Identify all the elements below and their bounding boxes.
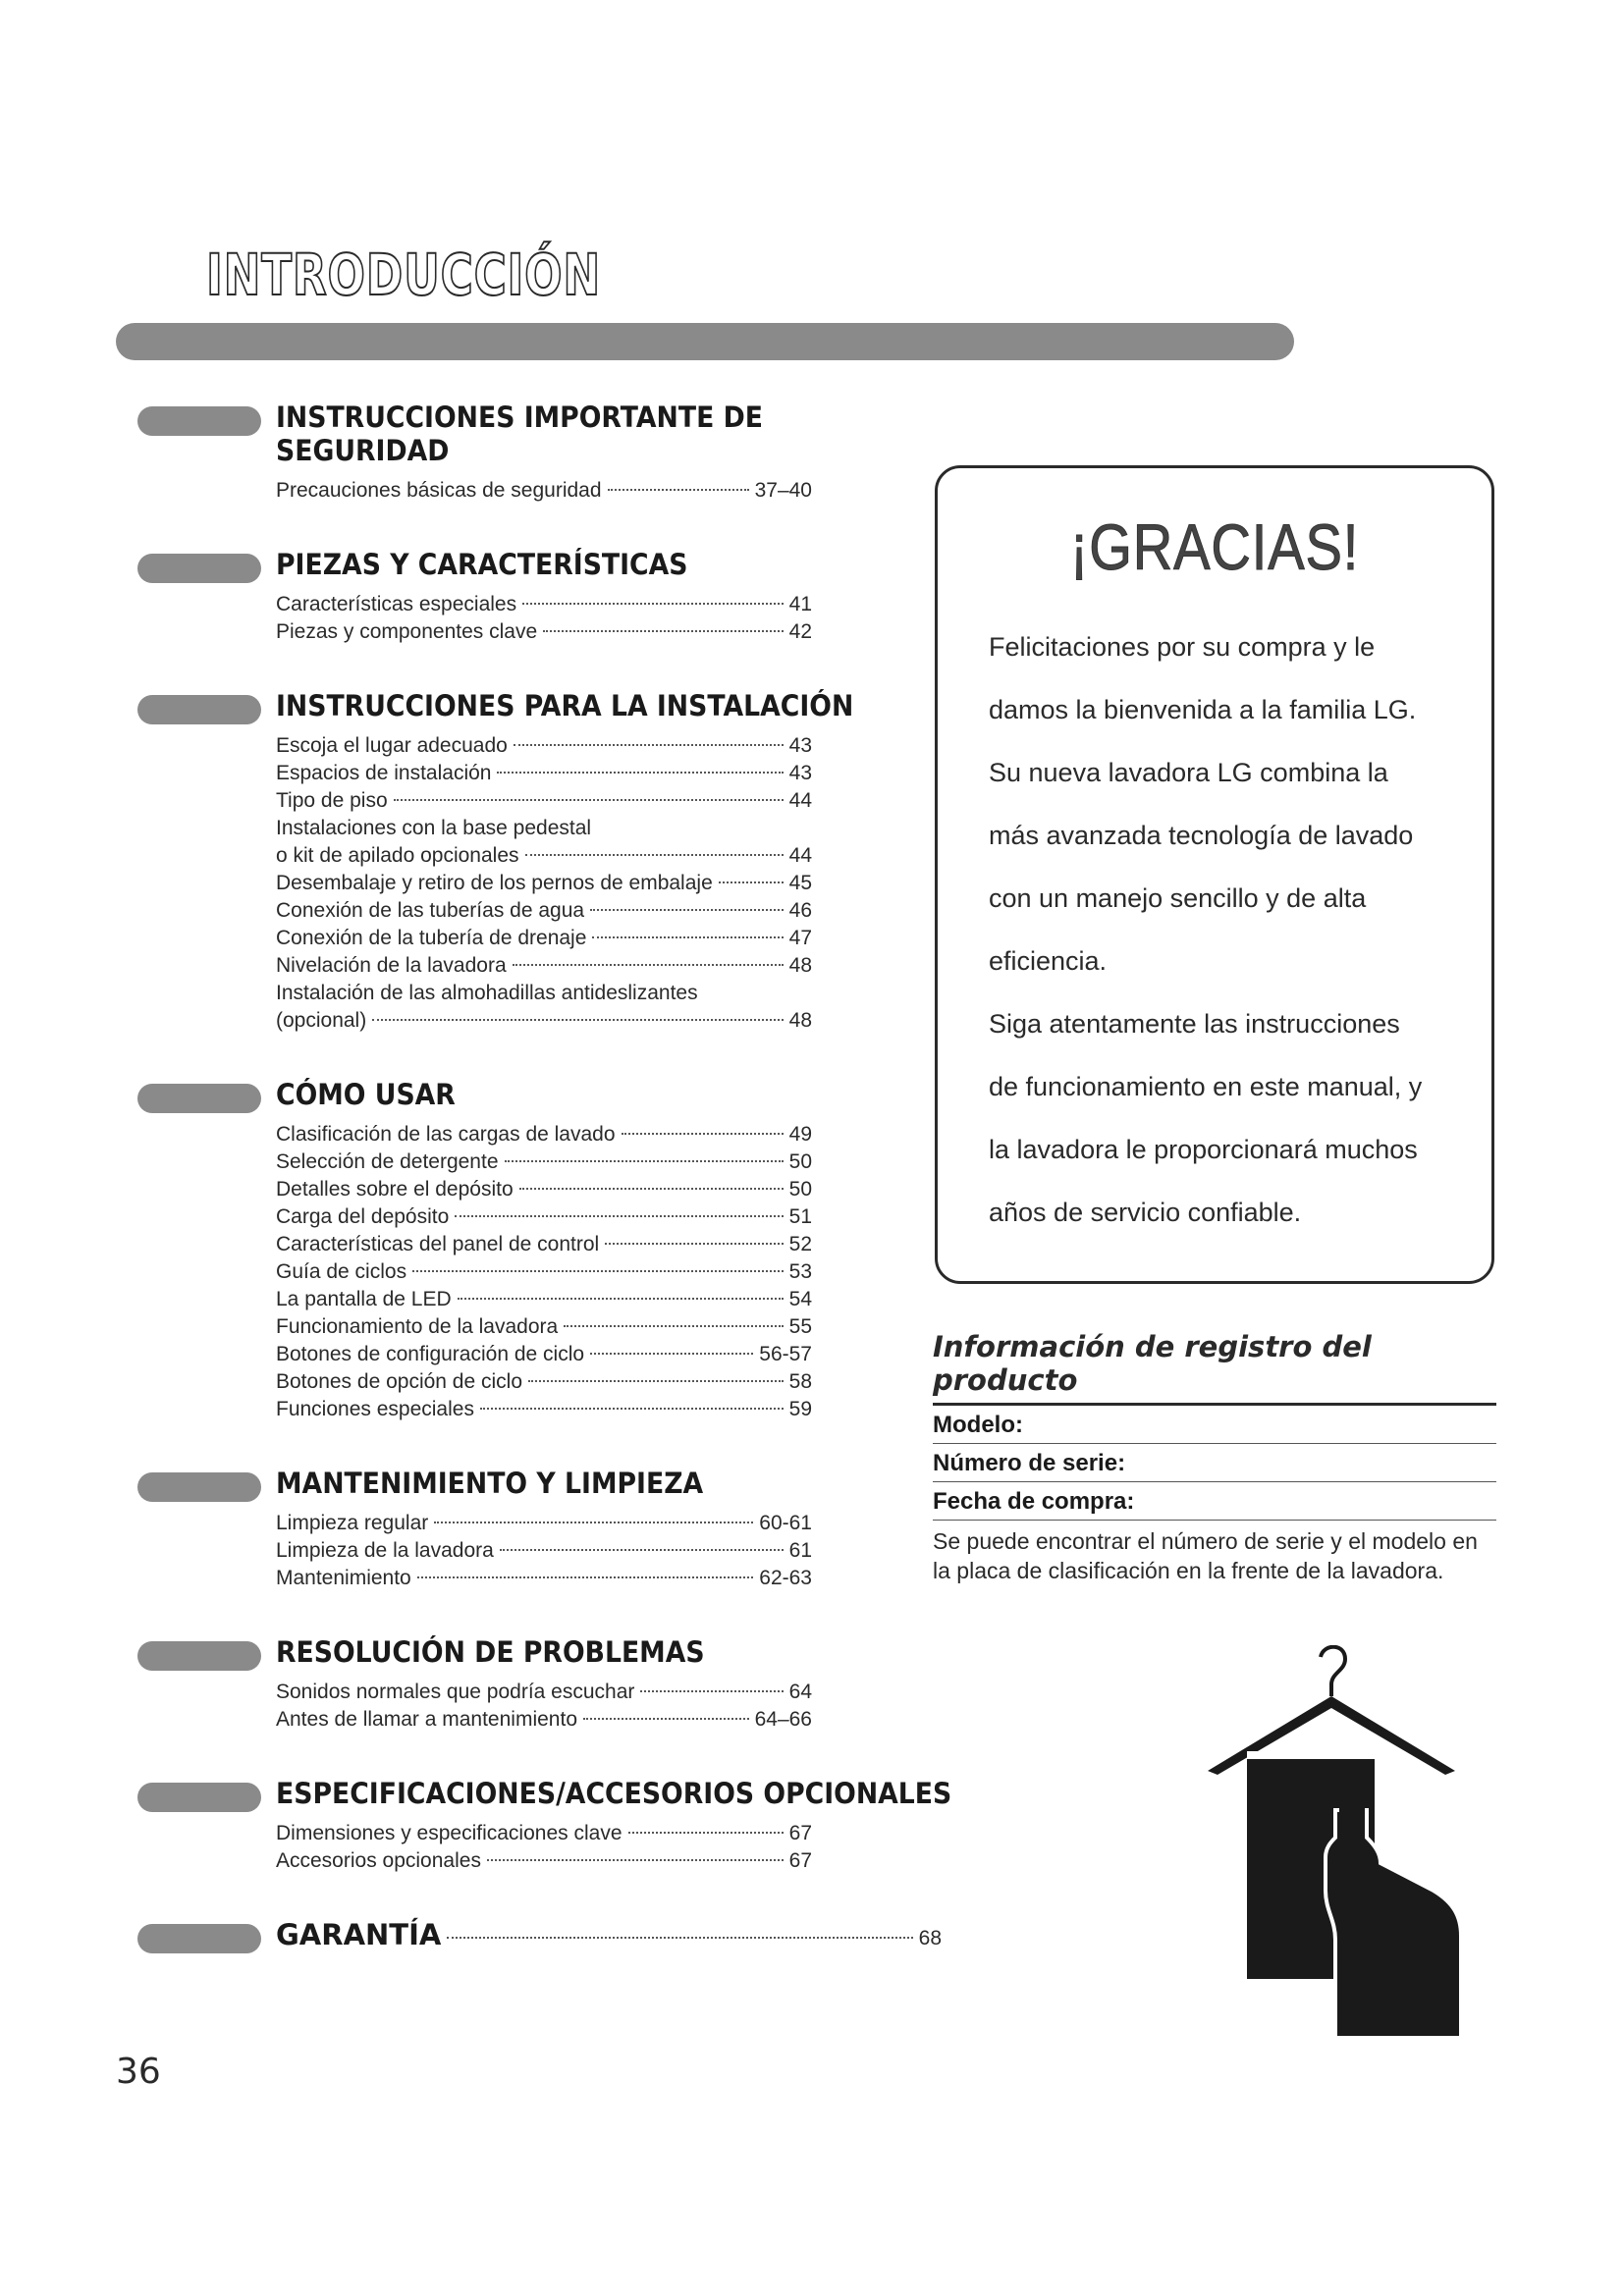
dot-leader xyxy=(543,630,784,632)
toc-entry-page: 43 xyxy=(788,762,812,784)
toc-section xyxy=(137,1635,943,1734)
dot-leader xyxy=(622,1133,784,1135)
toc-entry xyxy=(276,1820,812,1847)
toc-entry-page: 48 xyxy=(788,954,812,977)
toc-entry-page: 68 xyxy=(918,1927,942,1949)
toc-entry-label: Limpieza de la lavadora xyxy=(276,1539,494,1562)
dot-leader xyxy=(592,936,783,938)
toc-section xyxy=(137,1777,952,1875)
toc-entry-label: Conexión de las tuberías de agua xyxy=(276,899,585,922)
garantia-row xyxy=(276,1918,942,1951)
toc-section xyxy=(137,400,943,505)
toc-entry xyxy=(276,1176,812,1203)
toc-entry xyxy=(276,1148,812,1176)
serial-number-field: Número de serie: xyxy=(933,1444,1496,1482)
toc-entry xyxy=(276,842,812,870)
gracias-line: años de servicio confiable. xyxy=(989,1198,1302,1227)
toc-section xyxy=(137,1078,943,1423)
model-field: Modelo: xyxy=(933,1406,1496,1444)
toc-entry xyxy=(276,1368,812,1396)
toc-heading: GARANTÍA xyxy=(276,1918,442,1951)
toc-entry-page: 53 xyxy=(788,1260,812,1283)
toc-entry-page: 50 xyxy=(788,1150,812,1173)
gracias-line: con un manejo sencillo y de alta xyxy=(989,883,1367,913)
toc-entry xyxy=(276,760,812,787)
dot-leader xyxy=(519,1188,784,1190)
toc-entry xyxy=(276,1231,812,1258)
dot-leader xyxy=(608,489,749,491)
toc-heading: ESPECIFICACIONES/ACCESORIOS OPCIONALES xyxy=(276,1777,952,1810)
toc-entry-label: Sonidos normales que podría escuchar xyxy=(276,1681,635,1703)
toc-entry-page: 44 xyxy=(788,844,812,867)
dot-leader xyxy=(605,1243,783,1245)
dot-leader xyxy=(500,1549,784,1551)
toc-entry-label: Funcionamiento de la lavadora xyxy=(276,1315,559,1338)
toc-entry xyxy=(276,1706,812,1734)
toc-entry-label: Antes de llamar a mantenimiento xyxy=(276,1708,577,1731)
toc-entry-page: 43 xyxy=(788,734,812,757)
section-marker xyxy=(137,554,261,583)
section-marker xyxy=(137,1783,261,1812)
gracias-line: Felicitaciones por su compra y le xyxy=(989,632,1376,662)
toc-entry-label: Características del panel de control xyxy=(276,1233,600,1255)
dot-leader xyxy=(719,881,784,883)
toc-entry xyxy=(276,1258,812,1286)
toc-entry-page: 52 xyxy=(788,1233,812,1255)
toc-entry-label: Funciones especiales xyxy=(276,1398,474,1420)
toc-entry-page: 64 xyxy=(788,1681,812,1703)
gracias-line: eficiencia. xyxy=(989,946,1108,976)
dot-leader xyxy=(522,603,784,605)
dot-leader xyxy=(447,1937,912,1939)
toc-entry-page: 64–66 xyxy=(754,1708,812,1731)
dot-leader xyxy=(640,1690,783,1692)
page-number: 36 xyxy=(116,2052,161,2092)
toc-entry-label: Conexión de la tubería de drenaje xyxy=(276,927,587,949)
toc-entry xyxy=(276,925,812,952)
toc-entry-label: Escoja el lugar adecuado xyxy=(276,734,508,757)
section-marker xyxy=(137,695,261,724)
gracias-title: ¡GRACIAS! xyxy=(1069,510,1360,583)
gracias-line: la lavadora le proporcionará muchos xyxy=(989,1135,1418,1164)
toc-heading: INSTRUCCIONES PARA LA INSTALACIÓN xyxy=(276,689,854,722)
toc-entry xyxy=(276,591,812,618)
toc-entry xyxy=(276,477,812,505)
toc-entry-page: 61 xyxy=(788,1539,812,1562)
toc-entry-page: 41 xyxy=(788,593,812,615)
toc-entry-page: 51 xyxy=(788,1205,812,1228)
dot-leader xyxy=(372,1019,783,1021)
toc-entry xyxy=(276,787,812,815)
toc-entry-label: Instalación de las almohadillas antideslizantes xyxy=(276,982,698,1004)
title-bar xyxy=(116,323,1294,360)
toc-entry xyxy=(276,1007,812,1035)
dot-leader xyxy=(455,1215,783,1217)
dot-leader xyxy=(487,1859,784,1861)
dot-leader xyxy=(497,772,783,774)
toc-entry-page: 46 xyxy=(788,899,812,922)
toc-entry-page: 59 xyxy=(788,1398,812,1420)
hanger-towel-detergent-icon xyxy=(1188,1645,1483,2057)
dot-leader xyxy=(394,799,784,801)
toc-heading: CÓMO USAR xyxy=(276,1078,456,1111)
toc-entry-page: 45 xyxy=(788,872,812,894)
dot-leader xyxy=(434,1522,753,1523)
toc-entry xyxy=(276,897,812,925)
toc-section xyxy=(137,1467,943,1592)
dot-leader xyxy=(583,1718,749,1720)
dot-leader xyxy=(505,1160,784,1162)
toc-entry-label: Desembalaje y retiro de los pernos de embalaje xyxy=(276,872,713,894)
toc-entry-page: 56-57 xyxy=(759,1343,812,1365)
toc-entry xyxy=(276,1396,812,1423)
gracias-text xyxy=(989,615,1470,1244)
toc-entry xyxy=(276,870,812,897)
dot-leader xyxy=(628,1832,784,1834)
dot-leader xyxy=(513,964,784,966)
dot-leader xyxy=(525,854,784,856)
toc-entry xyxy=(276,1341,812,1368)
gracias-line: damos la bienvenida a la familia LG. xyxy=(989,695,1417,724)
toc-entry-page: 37–40 xyxy=(754,479,812,502)
toc-section-garantia xyxy=(137,1918,943,1951)
dot-leader xyxy=(590,1353,753,1355)
toc-entry-page: 67 xyxy=(788,1849,812,1872)
section-marker xyxy=(137,1924,261,1953)
toc-entry xyxy=(276,1203,812,1231)
toc-entry xyxy=(276,732,812,760)
toc-heading: INSTRUCCIONES IMPORTANTE DE SEGURIDAD xyxy=(276,400,763,467)
toc-entry-page: 50 xyxy=(788,1178,812,1201)
toc-entry-label: La pantalla de LED xyxy=(276,1288,452,1310)
dot-leader xyxy=(412,1270,784,1272)
toc-entry-label: Botones de opción de ciclo xyxy=(276,1370,523,1393)
toc-entry xyxy=(276,1286,812,1313)
section-marker xyxy=(137,1472,261,1502)
section-marker xyxy=(137,1641,261,1671)
purchase-date-field: Fecha de compra: xyxy=(933,1482,1496,1521)
toc-entry-page: 67 xyxy=(788,1822,812,1844)
toc-entry-label: Tipo de piso xyxy=(276,789,388,812)
toc-entry xyxy=(276,1679,812,1706)
toc-entry-page: 60-61 xyxy=(759,1512,812,1534)
toc-section xyxy=(137,548,943,646)
toc-entry xyxy=(276,980,812,1007)
toc-entry-page: 49 xyxy=(788,1123,812,1146)
toc-entry-label: Características especiales xyxy=(276,593,517,615)
toc-entry-page: 58 xyxy=(788,1370,812,1393)
toc-entry-label: Nivelación de la lavadora xyxy=(276,954,507,977)
toc-entry xyxy=(276,1565,812,1592)
toc-heading: PIEZAS Y CARACTERÍSTICAS xyxy=(276,548,688,581)
table-of-contents xyxy=(137,400,952,1995)
toc-entry xyxy=(276,815,812,842)
toc-entry-page: 48 xyxy=(788,1009,812,1032)
toc-entry xyxy=(276,1121,812,1148)
toc-entry-label: Carga del depósito xyxy=(276,1205,450,1228)
toc-entry-label: Guía de ciclos xyxy=(276,1260,407,1283)
toc-entry-label: Instalaciones con la base pedestal xyxy=(276,817,592,839)
gracias-line: más avanzada tecnología de lavado xyxy=(989,821,1414,850)
toc-entry-label: (opcional) xyxy=(276,1009,367,1032)
toc-entry-label: Espacios de instalación xyxy=(276,762,492,784)
registration-title: Información de registro del producto xyxy=(933,1330,1496,1406)
toc-entry-label: Selección de detergente xyxy=(276,1150,499,1173)
registration-note: Se puede encontrar el número de serie y el modelo en la placa de clasificación en la frente de la lavadora. xyxy=(933,1528,1478,1583)
dot-leader xyxy=(417,1576,754,1578)
toc-entry-page: 54 xyxy=(788,1288,812,1310)
toc-entry-page: 55 xyxy=(788,1315,812,1338)
dot-leader xyxy=(590,909,784,911)
toc-section xyxy=(137,689,943,1035)
toc-heading: RESOLUCIÓN DE PROBLEMAS xyxy=(276,1635,705,1669)
toc-entry xyxy=(276,1313,812,1341)
toc-entry xyxy=(276,1510,812,1537)
toc-entry-page: 42 xyxy=(788,620,812,643)
toc-entry-page: 47 xyxy=(788,927,812,949)
gracias-line: de funcionamiento en este manual, y xyxy=(989,1072,1423,1101)
section-marker xyxy=(137,406,261,436)
dot-leader xyxy=(514,744,784,746)
toc-entry-label: Piezas y componentes clave xyxy=(276,620,538,643)
gracias-line: Su nueva lavadora LG combina la xyxy=(989,758,1388,787)
dot-leader xyxy=(480,1408,784,1410)
toc-entry-label: Precauciones básicas de seguridad xyxy=(276,479,602,502)
dot-leader xyxy=(458,1298,784,1300)
toc-entry-page: 62-63 xyxy=(759,1567,812,1589)
toc-entry-page: 44 xyxy=(788,789,812,812)
toc-entry-label: Mantenimiento xyxy=(276,1567,411,1589)
gracias-box xyxy=(935,465,1494,1284)
toc-entry-label: Clasificación de las cargas de lavado xyxy=(276,1123,616,1146)
toc-entry xyxy=(276,1847,812,1875)
toc-heading: MANTENIMIENTO Y LIMPIEZA xyxy=(276,1467,704,1500)
toc-entry xyxy=(276,618,812,646)
toc-entry-label: Dimensiones y especificaciones clave xyxy=(276,1822,623,1844)
toc-entry-label: Botones de configuración de ciclo xyxy=(276,1343,585,1365)
toc-entry-label: o kit de apilado opcionales xyxy=(276,844,519,867)
dot-leader xyxy=(528,1380,784,1382)
toc-entry-label: Limpieza regular xyxy=(276,1512,429,1534)
page-title: INTRODUCCIÓN xyxy=(206,241,602,308)
section-marker xyxy=(137,1084,261,1113)
gracias-line: Siga atentamente las instrucciones xyxy=(989,1009,1400,1039)
dot-leader xyxy=(564,1325,783,1327)
toc-entry xyxy=(276,1537,812,1565)
toc-entry-label: Accesorios opcionales xyxy=(276,1849,481,1872)
toc-entry xyxy=(276,952,812,980)
toc-entry-label: Detalles sobre el depósito xyxy=(276,1178,514,1201)
product-registration xyxy=(933,1330,1496,1585)
